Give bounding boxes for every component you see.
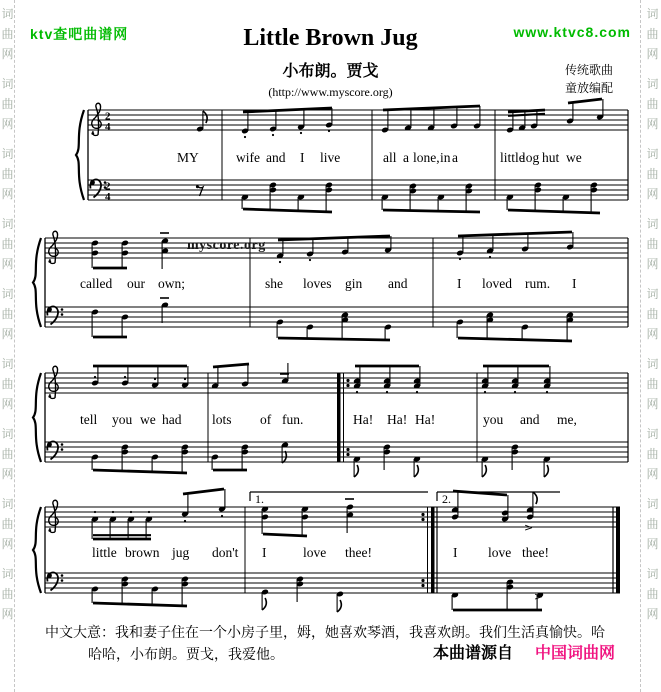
lyric-word: log <box>522 150 540 165</box>
volta-label: 2. <box>442 492 451 506</box>
lyric-word: fun. <box>282 412 304 427</box>
lyric-word: we <box>140 412 156 427</box>
margin-watermark-char: 网 <box>646 467 659 481</box>
margin-watermark-char: 曲 <box>1 447 14 461</box>
margin-watermark-char: 网 <box>646 327 659 341</box>
svg-text:2: 2 <box>105 180 111 193</box>
site-link-left[interactable]: ktv查吧曲谱网 <box>30 26 129 42</box>
margin-watermark-char: 曲 <box>1 27 14 41</box>
score-source-site-link[interactable]: 中国词曲网 <box>535 645 616 662</box>
score-watermark: myscore.org <box>187 238 266 253</box>
margin-watermark-char: 网 <box>1 327 14 341</box>
lyric-word: MY <box>177 150 199 165</box>
margin-watermark-char: 网 <box>646 47 659 61</box>
lyric-word: Ha! <box>353 412 374 427</box>
lyric-word: I <box>453 545 458 560</box>
source-url-text: (http://www.myscore.org) <box>268 85 393 99</box>
site-link-right[interactable]: www.ktvc8.com <box>513 24 631 40</box>
credit-genre: 传统歌曲 <box>564 63 613 77</box>
margin-watermark-char: 曲 <box>646 167 659 181</box>
lyric-word: lone, <box>413 150 440 165</box>
margin-watermark-char: 词 <box>646 217 659 231</box>
lyric-word: and <box>266 150 286 165</box>
lyric-word: you <box>483 412 504 427</box>
lyric-word: in <box>440 150 451 165</box>
lyric-word: tell <box>80 412 98 427</box>
margin-watermark-char: 词 <box>646 357 659 371</box>
margin-watermark-char: 网 <box>1 467 14 481</box>
lyric-word: I <box>300 150 305 165</box>
lyric-word: rum. <box>525 276 551 291</box>
margin-watermark-char: 网 <box>1 257 14 271</box>
margin-watermark-char: 曲 <box>646 97 659 111</box>
score-source-row <box>433 640 615 663</box>
margin-watermark-char: 网 <box>646 117 659 131</box>
margin-watermark-char: 曲 <box>1 307 14 321</box>
lyric-word: hut <box>542 150 560 165</box>
margin-watermark-char: 词 <box>1 357 14 371</box>
lyric-word: little <box>92 545 117 560</box>
lyric-word: wife <box>236 150 260 165</box>
translation-line-1: 中文大意：我和妻子住在一个小房子里，姆，她喜欢琴酒，我喜欢朗。我们生活真愉快。哈 <box>45 624 605 640</box>
lyric-word: a <box>403 150 409 165</box>
lyric-word: gin <box>345 276 363 291</box>
svg-text:4: 4 <box>105 121 111 133</box>
margin-watermark-char: 网 <box>1 397 14 411</box>
lyric-word: you <box>112 412 133 427</box>
lyric-word: me, <box>557 412 577 427</box>
score-source-label: 本曲谱源自 <box>433 645 514 662</box>
lyric-word: own; <box>158 276 185 291</box>
margin-watermark-char: 曲 <box>646 377 659 391</box>
margin-watermark-char: 网 <box>646 397 659 411</box>
lyric-word: and <box>520 412 540 427</box>
lyric-word: our <box>127 276 145 291</box>
margin-watermark-char: 网 <box>646 607 659 621</box>
lyric-word: brown <box>125 545 160 560</box>
margin-watermark-char: 网 <box>1 607 14 621</box>
margin-watermark-char: 词 <box>646 287 659 301</box>
margin-watermark-char: 曲 <box>646 517 659 531</box>
margin-watermark-char: 曲 <box>646 447 659 461</box>
svg-text:>: > <box>524 521 534 534</box>
margin-watermark-char: 词 <box>1 77 14 91</box>
lyric-word: of <box>260 412 272 427</box>
volta-label: 1. <box>255 492 264 506</box>
lyric-word: a <box>452 150 458 165</box>
lyric-word: jug <box>172 545 190 560</box>
margin-watermark-char: 词 <box>1 147 14 161</box>
lyric-word: don't <box>212 545 239 560</box>
margin-watermark-char: 网 <box>1 187 14 201</box>
lyric-word: we <box>566 150 582 165</box>
lyric-word: thee! <box>345 545 372 560</box>
margin-watermark-char: 曲 <box>1 237 14 251</box>
margin-watermark-char: 词 <box>646 7 659 21</box>
margin-watermark-char: 网 <box>1 47 14 61</box>
margin-watermark-char: 词 <box>646 77 659 91</box>
lyric-word: little <box>500 150 525 165</box>
margin-watermark-char: 词 <box>1 567 14 581</box>
margin-watermark-char: 网 <box>646 257 659 271</box>
margin-watermark-char: 网 <box>646 187 659 201</box>
svg-text:2: 2 <box>105 110 111 123</box>
lyric-word: lots <box>212 412 232 427</box>
song-title: Little Brown Jug <box>243 25 418 51</box>
svg-text:4: 4 <box>105 191 111 203</box>
margin-watermark-char: 曲 <box>646 307 659 321</box>
margin-watermark-char: 词 <box>646 147 659 161</box>
margin-watermark-char: 曲 <box>1 167 14 181</box>
margin-watermark-char: 词 <box>1 427 14 441</box>
song-subtitle-chinese: 小布朗。贾戈 <box>282 63 379 80</box>
margin-watermark-char: 曲 <box>646 27 659 41</box>
lyric-word: love <box>303 545 327 560</box>
margin-watermark-char: 词 <box>646 567 659 581</box>
lyric-word: I <box>572 276 577 291</box>
lyric-word: loves <box>303 276 332 291</box>
lyric-word: live <box>320 150 341 165</box>
translation-line-2: 哈哈，小布朗。贾戈，我爱他。 <box>88 646 284 662</box>
margin-watermark-char: 曲 <box>1 97 14 111</box>
margin-watermark-char: 曲 <box>646 587 659 601</box>
margin-watermark-char: 词 <box>1 287 14 301</box>
lyric-word: loved <box>482 276 512 291</box>
credit-arranger: 童放编配 <box>564 81 613 95</box>
svg-text:>: > <box>534 590 544 603</box>
lyric-word: I <box>457 276 462 291</box>
margin-watermark-char: 曲 <box>1 587 14 601</box>
margin-watermark-char: 网 <box>1 117 14 131</box>
margin-watermark-char: 曲 <box>1 517 14 531</box>
margin-watermark-char: 曲 <box>1 377 14 391</box>
lyric-word: Ha! <box>415 412 436 427</box>
margin-watermark-char: 词 <box>1 7 14 21</box>
margin-watermark-char: 曲 <box>646 237 659 251</box>
margin-watermark-char: 网 <box>1 537 14 551</box>
margin-watermark-char: 词 <box>646 497 659 511</box>
lyric-word: all <box>383 150 397 165</box>
lyric-word: had <box>162 412 182 427</box>
lyric-word: thee! <box>522 545 549 560</box>
lyric-word: she <box>265 276 283 291</box>
lyric-word: Ha! <box>387 412 408 427</box>
margin-watermark-char: 词 <box>1 497 14 511</box>
lyric-word: and <box>388 276 408 291</box>
margin-watermark-char: 网 <box>646 537 659 551</box>
lyric-word: called <box>80 276 113 291</box>
lyric-word: love <box>488 545 512 560</box>
margin-watermark-char: 词 <box>646 427 659 441</box>
margin-watermark-char: 词 <box>1 217 14 231</box>
lyric-word: I <box>262 545 267 560</box>
